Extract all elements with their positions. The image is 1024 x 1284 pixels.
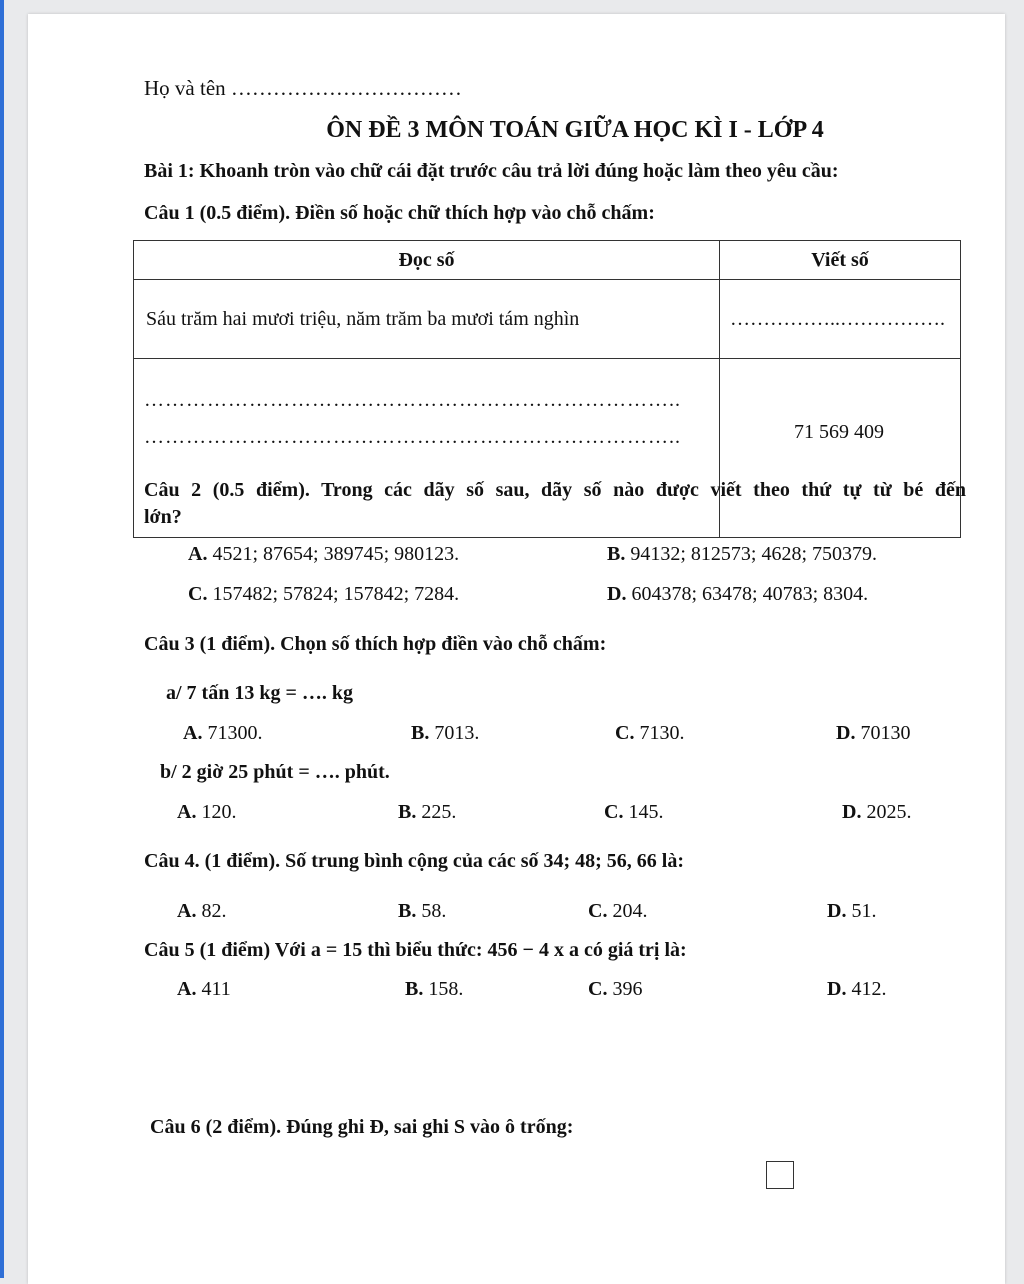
q3a-option-b-text: 7013. bbox=[429, 722, 480, 744]
page-title: ÔN ĐỀ 3 MÔN TOÁN GIỮA HỌC KÌ I - LỚP 4 bbox=[326, 117, 824, 143]
q5-option-d-text: 412. bbox=[846, 978, 887, 1000]
q3a-option-b[interactable] bbox=[411, 722, 479, 745]
q2-option-b[interactable] bbox=[607, 543, 877, 566]
q4-option-d-letter: D. bbox=[827, 900, 847, 922]
q3a-option-a-letter: A. bbox=[183, 722, 203, 744]
q2-option-d-letter: D. bbox=[607, 583, 627, 605]
row1-write-blank[interactable]: ……………..……………. bbox=[720, 280, 961, 359]
q4-option-c-text: 204. bbox=[607, 900, 648, 922]
q2-option-c-text: 157482; 57824; 157842; 7284. bbox=[207, 583, 460, 605]
student-name-line bbox=[144, 76, 462, 101]
q1-table-header bbox=[134, 241, 961, 280]
q3a-option-a-text: 71300. bbox=[202, 722, 263, 744]
q5-option-a-text: 411 bbox=[196, 978, 231, 1000]
q6-prompt: Câu 6 (2 điểm). Đúng ghi Đ, sai ghi S vào ô trống: bbox=[150, 1116, 574, 1138]
q3a-option-b-letter: B. bbox=[411, 722, 430, 744]
q1-prompt: Câu 1 (0.5 điểm). Điền số hoặc chữ thích hợp vào chỗ chấm: bbox=[144, 202, 655, 224]
q4-option-d-text: 51. bbox=[846, 900, 877, 922]
table-row bbox=[134, 359, 961, 538]
q5-option-b-text: 158. bbox=[423, 978, 464, 1000]
q3a-option-d[interactable] bbox=[836, 722, 910, 745]
row2-dots-line-1: ………………………………………………………………….. bbox=[144, 389, 681, 411]
col-header-write: Viết số bbox=[720, 241, 961, 280]
row2-read-blank[interactable] bbox=[134, 359, 720, 538]
q3-part-a: a/ 7 tấn 13 kg = …. kg bbox=[166, 682, 353, 704]
name-label: Họ và tên bbox=[144, 76, 226, 100]
q4-option-a[interactable] bbox=[177, 900, 226, 923]
q3b-option-b-text: 225. bbox=[416, 801, 457, 823]
q4-prompt: Câu 4. (1 điểm). Số trung bình cộng của các số 34; 48; 56, 66 là: bbox=[144, 850, 685, 872]
q3b-option-d-text: 2025. bbox=[861, 801, 912, 823]
q2-option-b-letter: B. bbox=[607, 543, 626, 565]
q2-option-c[interactable] bbox=[188, 583, 459, 606]
q3b-option-b[interactable] bbox=[398, 801, 456, 824]
q2-option-b-text: 94132; 812573; 4628; 750379. bbox=[625, 543, 878, 565]
q3-part-b: b/ 2 giờ 25 phút = …. phút. bbox=[160, 761, 390, 783]
q3a-option-d-letter: D. bbox=[836, 722, 856, 744]
q3b-option-a-text: 120. bbox=[196, 801, 237, 823]
q2-option-d[interactable] bbox=[607, 583, 868, 606]
answer-checkbox[interactable] bbox=[766, 1161, 794, 1189]
q3b-option-a-letter: A. bbox=[177, 801, 197, 823]
col-header-read: Đọc số bbox=[134, 241, 720, 280]
section-bai1: Bài 1: Khoanh tròn vào chữ cái đặt trước câu trả lời đúng hoặc làm theo yêu cầu: bbox=[144, 160, 839, 182]
q3b-option-d[interactable] bbox=[842, 801, 911, 824]
q3a-option-d-text: 70130 bbox=[855, 722, 911, 744]
q4-option-a-letter: A. bbox=[177, 900, 197, 922]
q4-option-c[interactable] bbox=[588, 900, 647, 923]
q3b-option-c-letter: C. bbox=[604, 801, 624, 823]
q5-option-c-letter: C. bbox=[588, 978, 608, 1000]
name-dots: …………………………… bbox=[230, 76, 462, 100]
q2-prompt-line2: lớn? bbox=[144, 506, 182, 528]
q4-option-a-text: 82. bbox=[196, 900, 227, 922]
row2-write-cell: 71 569 409 bbox=[720, 359, 961, 538]
q3b-option-d-letter: D. bbox=[842, 801, 862, 823]
q5-option-c-text: 396 bbox=[607, 978, 643, 1000]
q5-option-d[interactable] bbox=[827, 978, 886, 1001]
q3a-option-c-text: 7130. bbox=[634, 722, 685, 744]
q5-option-b-letter: B. bbox=[405, 978, 424, 1000]
q2-option-a-text: 4521; 87654; 389745; 980123. bbox=[207, 543, 460, 565]
q4-option-d[interactable] bbox=[827, 900, 876, 923]
q3b-option-a[interactable] bbox=[177, 801, 236, 824]
q4-option-b-letter: B. bbox=[398, 900, 417, 922]
q4-option-c-letter: C. bbox=[588, 900, 608, 922]
q3a-option-c-letter: C. bbox=[615, 722, 635, 744]
q5-option-d-letter: D. bbox=[827, 978, 847, 1000]
q5-option-a-letter: A. bbox=[177, 978, 197, 1000]
q4-option-b[interactable] bbox=[398, 900, 446, 923]
row1-read-cell: Sáu trăm hai mươi triệu, năm trăm ba mươi tám nghìn bbox=[134, 280, 720, 359]
window-edge-bar bbox=[0, 0, 4, 1278]
q2-option-d-text: 604378; 63478; 40783; 8304. bbox=[626, 583, 869, 605]
q2-option-c-letter: C. bbox=[188, 583, 208, 605]
q5-option-b[interactable] bbox=[405, 978, 463, 1001]
q3b-option-c[interactable] bbox=[604, 801, 663, 824]
table-row bbox=[134, 280, 961, 359]
q4-option-b-text: 58. bbox=[416, 900, 447, 922]
q2-option-a[interactable] bbox=[188, 543, 459, 566]
q5-prompt: Câu 5 (1 điểm) Với a = 15 thì biểu thức: 456 − 4 x a có giá trị là: bbox=[144, 939, 687, 961]
row2-dots-line-2: ………………………………………………………………….. bbox=[144, 426, 681, 448]
q2-prompt-line1: Câu 2 (0.5 điểm). Trong các dãy số sau, dãy số nào được viết theo thứ tự từ bé đến bbox=[144, 479, 966, 501]
q3b-option-c-text: 145. bbox=[623, 801, 664, 823]
q2-option-a-letter: A. bbox=[188, 543, 208, 565]
q5-option-a[interactable] bbox=[177, 978, 231, 1001]
q5-option-c[interactable] bbox=[588, 978, 642, 1001]
q3a-option-a[interactable] bbox=[183, 722, 262, 745]
q3-prompt: Câu 3 (1 điểm). Chọn số thích hợp điền vào chỗ chấm: bbox=[144, 633, 607, 655]
q3a-option-c[interactable] bbox=[615, 722, 684, 745]
q3b-option-b-letter: B. bbox=[398, 801, 417, 823]
